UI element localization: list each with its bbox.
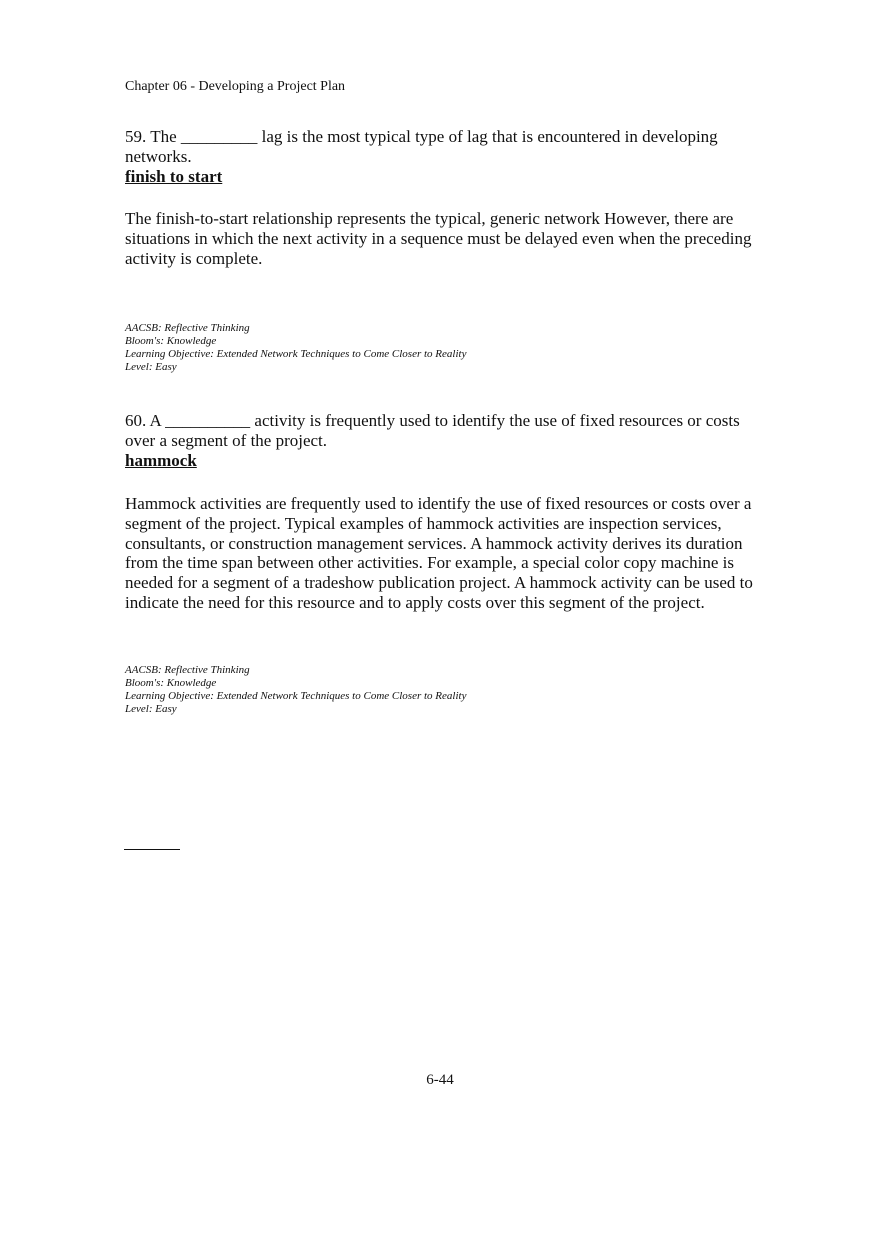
blooms-tag: Bloom's: Knowledge	[125, 335, 217, 347]
question-59-metadata	[125, 322, 466, 374]
question-60-answer: hammock	[125, 451, 197, 470]
aacsb-tag: AACSB: Reflective Thinking	[125, 322, 250, 334]
aacsb-tag: AACSB: Reflective Thinking	[125, 664, 250, 676]
learning-objective-tag: Learning Objective: Extended Network Techniques to Come Closer to Reality	[125, 348, 467, 360]
question-60-explanation: Hammock activities are frequently used to identify the use of fixed resources or costs over a segment of the project. Typical examples of hammock activities are inspection services, consultants, or construction management services. A hammock activity derives its duration from the time span between other activities. For example, a special color copy machine is needed for a segment of a tradeshow publication project. A hammock activity can be used to indicate the need for this resource and to apply costs over this segment of the project.	[125, 494, 753, 612]
page-number: 6-44	[426, 1072, 454, 1088]
chapter-header: Chapter 06 - Developing a Project Plan	[125, 79, 346, 94]
blooms-tag: Bloom's: Knowledge	[125, 677, 217, 689]
question-59-explanation: The finish-to-start relationship represents the typical, generic network However, there are situations in which the next activity in a sequence must be delayed even when the preceding activity is complete.	[125, 209, 752, 268]
level-tag: Level: Easy	[125, 361, 177, 373]
footnote-divider	[124, 849, 180, 850]
question-60-metadata	[125, 664, 466, 716]
question-59-answer: finish to start	[125, 167, 223, 186]
learning-objective-tag: Learning Objective: Extended Network Techniques to Come Closer to Reality	[125, 690, 467, 702]
question-60-prompt: 60. A __________ activity is frequently used to identify the use of fixed resources or costs over a segment of the project.	[125, 411, 740, 450]
question-59-prompt: 59. The _________ lag is the most typical type of lag that is encountered in developing networks.	[125, 127, 718, 166]
level-tag: Level: Easy	[125, 703, 177, 715]
